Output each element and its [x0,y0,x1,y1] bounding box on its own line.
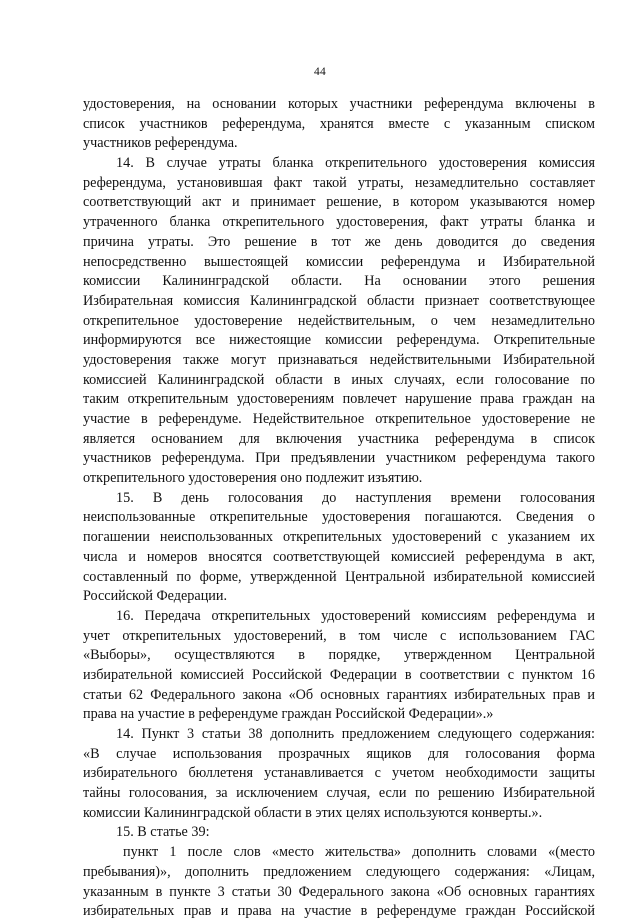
text-line: «Выборы», осуществляются в порядке, утвержденном Центральной [83,647,595,664]
text-line: участников референдума. [83,135,238,152]
text-line: указанным в пункте 3 статьи 30 Федерального закона «Об основных гарантиях [83,883,595,900]
text-line: комиссии Калининградской области в этих целях используются конверты.». [83,804,543,821]
text-line: «В случае использования прозрачных ящиков для голосования форма [83,745,595,762]
text-line: открепительного удостоверения оно подлежит изъятию. [83,470,423,487]
text-line: Избирательная комиссия Калининградской области признает соответствующее [83,292,595,309]
text-line: 14. Пункт 3 статьи 38 дополнить предложением следующего содержания: [116,726,595,742]
text-line: Российской Федерации. [83,588,228,605]
text-line: референдума, установившая факт такой утраты, незамедлительно составляет [83,174,595,191]
text-line: 15. В день голосования до наступления времени голосования [116,489,595,506]
text-line: таким открепительным удостоверениям повлечет нарушение права граждан на [83,391,595,408]
text-line: удостоверения также могут признаваться недействительными Избирательной [83,351,595,368]
text-line: избирательной комиссией Российской Федерации в соответствии с пунктом 16 [83,666,595,683]
text-line: комиссии Калининградской области. На основании этого решения [83,273,595,290]
text-line: участие в референдуме. Недействительное открепительное удостоверение не [83,411,595,427]
text-line: пункт 1 после слов «место жительства» дополнить словами «(место [123,844,595,861]
text-line: избирательного бюллетеня устанавливается с учетом необходимости защиты [83,765,595,782]
text-line: составленный по форме, утвержденной Центральной избирательной комиссией [83,568,595,585]
text-line: статьи 62 Федерального закона «Об основных гарантиях избирательных прав и [83,686,595,703]
text-line: 15. В статье 39: [116,824,210,841]
page-number: 44 [313,66,327,78]
text-line: неиспользованные открепительные удостоверения погашаются. Сведения о [83,509,595,526]
text-line: числа и номеров вносятся соответствующей комиссией референдума в акт, [83,548,595,565]
text-line: комиссией Калининградской области в иных случаях, если голосование по [83,371,595,388]
text-line: открепительное удостоверение недействительным, о чем незамедлительно [83,312,595,329]
text-line: соответствующий акт и принимает решение, в котором указываются номер [83,194,595,211]
text-line: информируются все нижестоящие комиссии референдума. Открепительные [83,332,595,349]
text-line: права на участие в референдуме граждан Российской Федерации».» [83,706,494,723]
text-line: утраченного бланка открепительного удостоверения, факт утраты бланка и [83,214,595,231]
text-line: 14. В случае утраты бланка открепительного удостоверения комиссия [116,155,595,172]
text-line: участников референдума. При предъявлении участником референдума такого [83,450,595,467]
text-line: учет открепительных удостоверений, в том числе с использованием ГАС [83,627,595,644]
text-line: причина утраты. Это решение в тот же день доводится до сведения [83,233,595,250]
text-line: 16. Передача открепительных удостоверений комиссиям референдума и [116,607,595,624]
document-body [83,95,595,922]
text-line: тайны голосования, за исключением случая, если по решению Избирательной [83,785,595,802]
text-line: пребывания)», дополнить предложением следующего содержания: «Лицам, [83,863,595,880]
text-line: избирательных прав и права на участие в референдуме граждан Российской [83,903,595,920]
text-line: является основанием для включения участника референдума в список [83,430,595,447]
text-line: список участников референдума, хранятся вместе с указанным списком [83,115,595,132]
text-line: непосредственно вышестоящей комиссии референдума и Избирательной [83,253,595,270]
text-line: погашении неиспользованных открепительных удостоверений с указанием их [83,529,595,546]
text-line: удостоверения, на основании которых участники референдума включены в [83,96,595,112]
